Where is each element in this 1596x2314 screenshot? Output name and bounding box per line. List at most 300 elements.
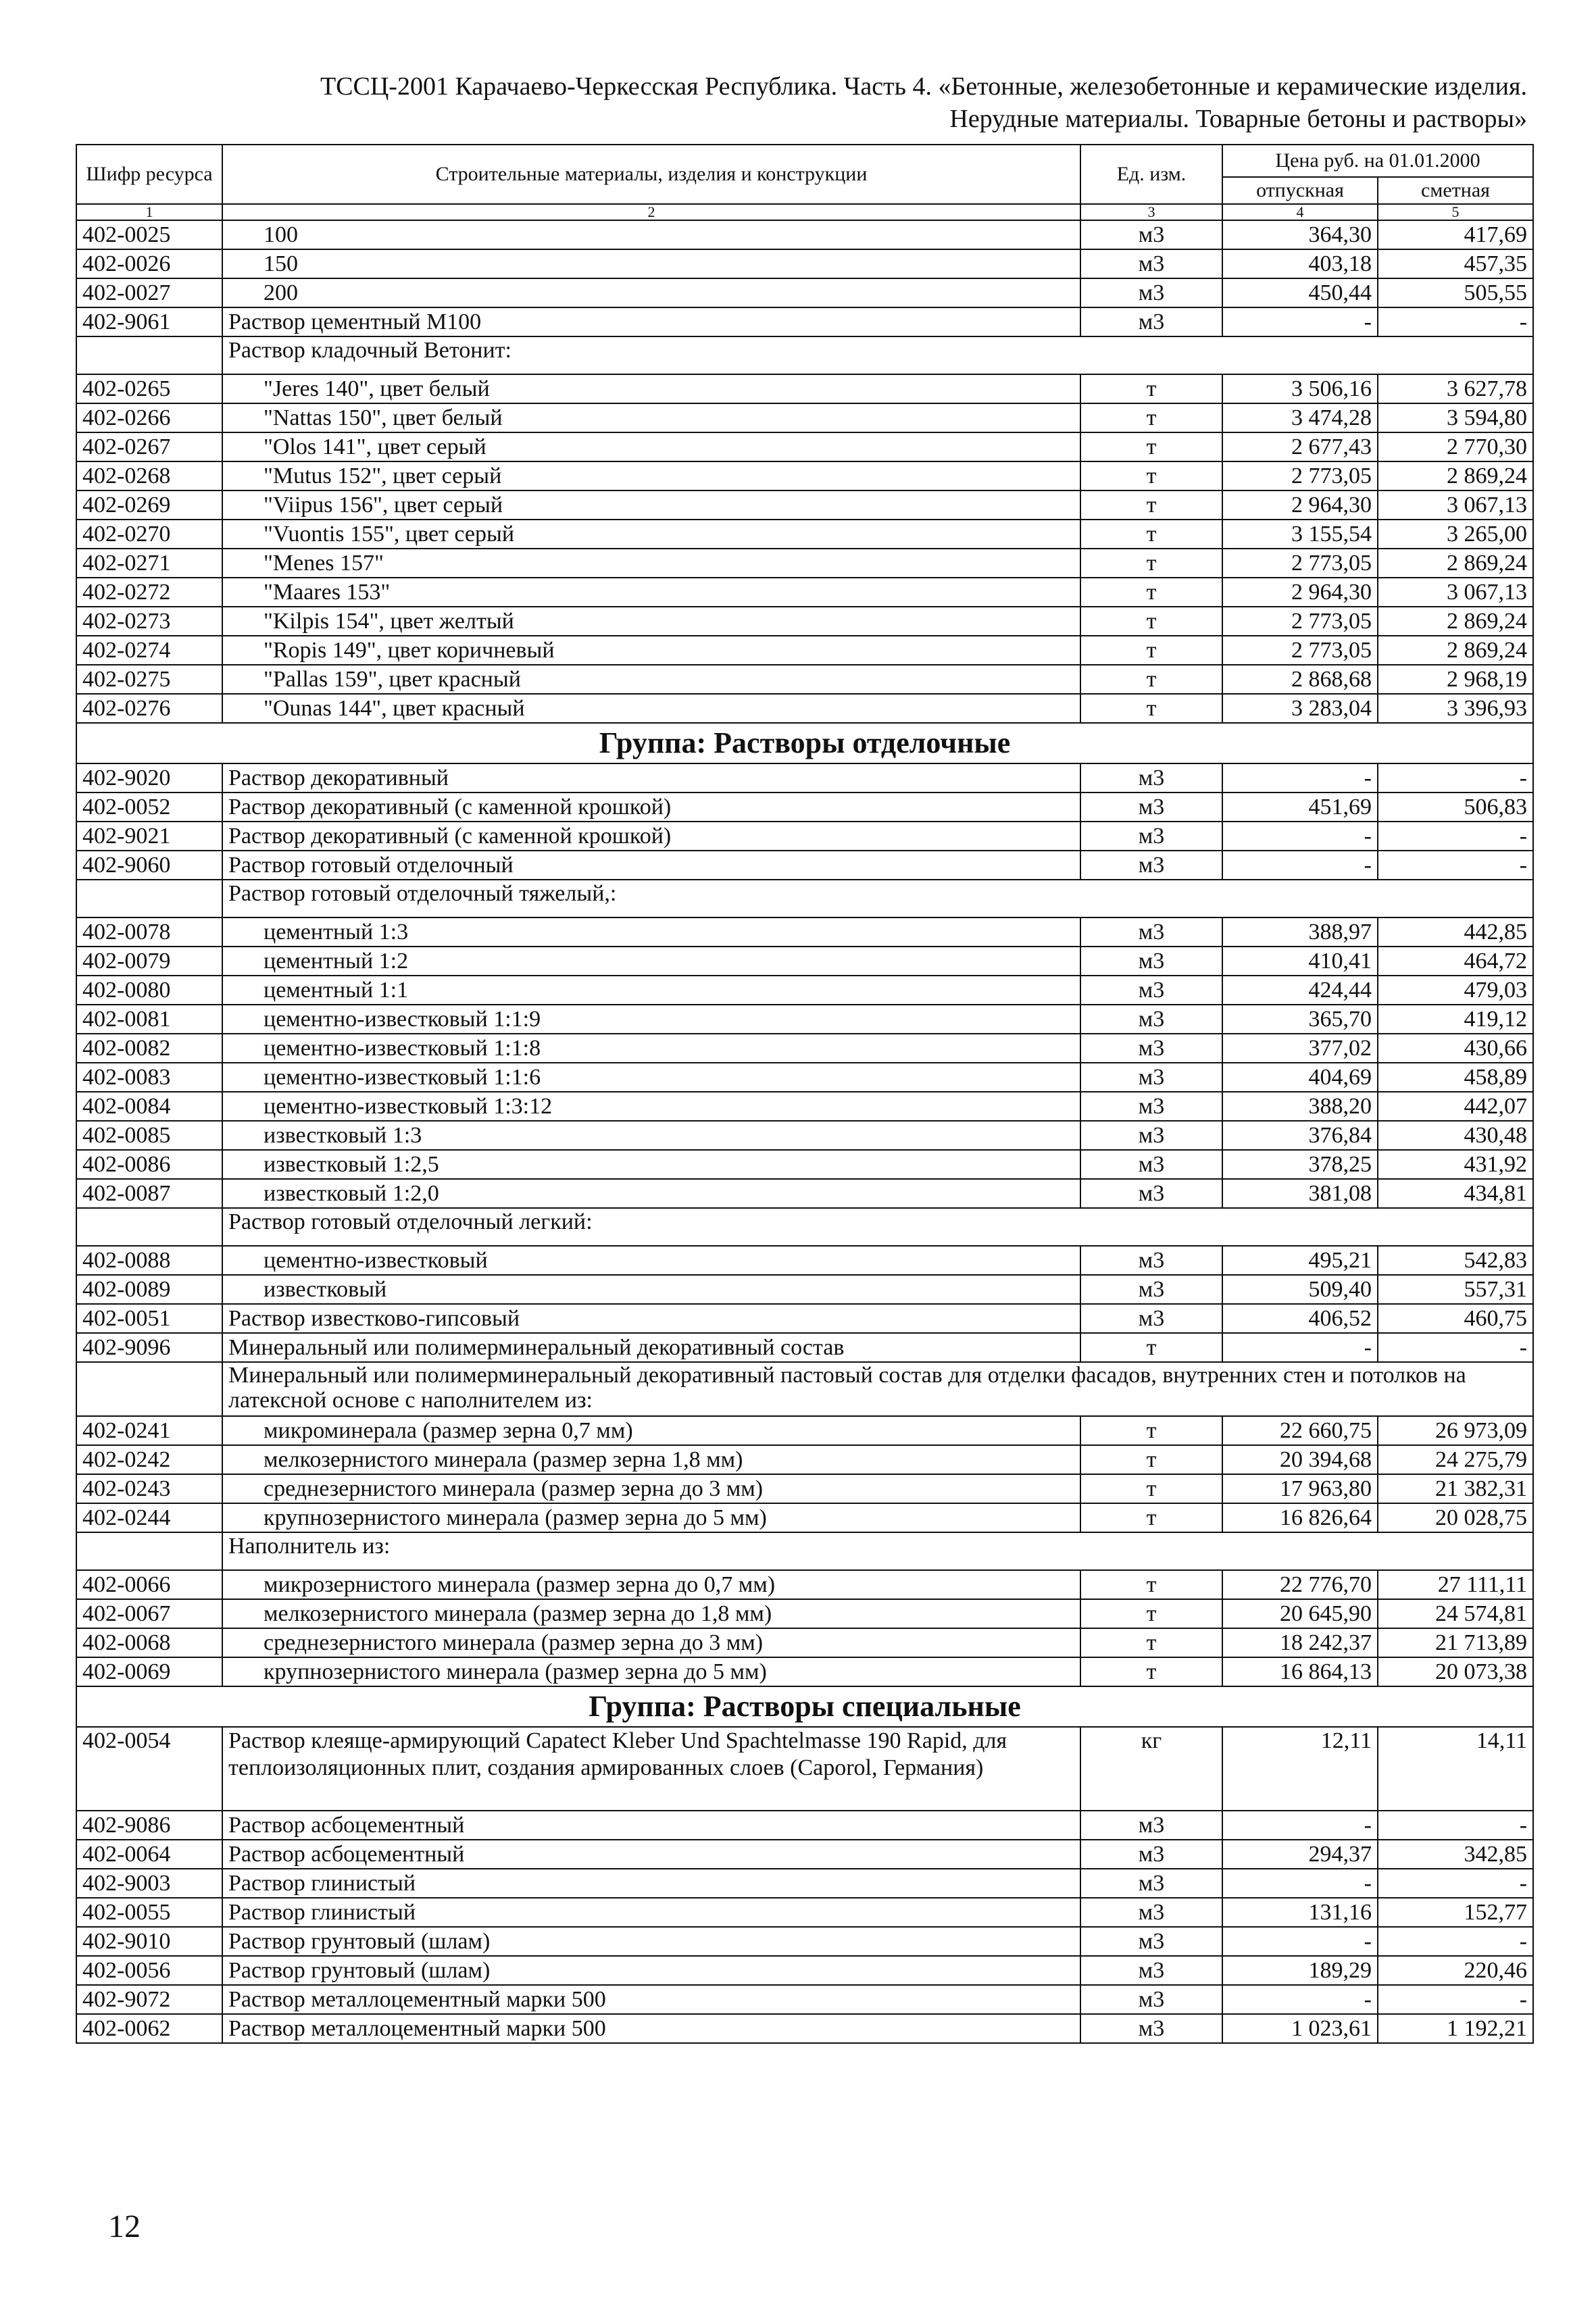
resource-code: 402-0055: [76, 1898, 222, 1927]
price-release: -: [1222, 1811, 1378, 1840]
unit-text: м3: [1138, 1276, 1165, 1302]
price-estimate: 342,85: [1378, 1840, 1533, 1869]
unit-text: м3: [1138, 1899, 1165, 1925]
material-name: цементно-известковый: [222, 1246, 1080, 1275]
unit-text: м3: [1138, 1957, 1165, 1983]
material-name: Раствор декоративный (с каменной крошкой): [222, 793, 1080, 822]
empty-code-cell: [76, 880, 222, 917]
resource-code: 402-0241: [76, 1416, 222, 1445]
col-header-name: Строительные материалы, изделия и конструкции: [222, 145, 1080, 204]
unit-text: м3: [1138, 1870, 1165, 1896]
resource-code: 402-0079: [76, 947, 222, 976]
table-row: [76, 1474, 1533, 1503]
price-estimate: 26 973,09: [1378, 1416, 1533, 1445]
unit-text: м3: [1138, 309, 1165, 334]
unit-cell: т: [1080, 694, 1222, 723]
table-row: [76, 1503, 1533, 1532]
unit-cell: т: [1080, 403, 1222, 432]
price-release: 2 773,05: [1222, 461, 1378, 491]
resource-code: 402-0275: [76, 665, 222, 694]
material-name: Раствор глинистый: [222, 1898, 1080, 1927]
unit-cell: [1080, 1246, 1222, 1275]
price-estimate: 458,89: [1378, 1063, 1533, 1092]
material-name: крупнозернистого минерала (размер зерна до 5 мм): [222, 1503, 1080, 1532]
table-row: [76, 636, 1533, 665]
subheading-row: [76, 336, 1533, 374]
table-row: [76, 851, 1533, 880]
price-table: [76, 144, 1534, 2044]
unit-text: м3: [1138, 1841, 1165, 1867]
col-header-price-release: отпускная: [1222, 177, 1378, 204]
table-row: [76, 374, 1533, 403]
resource-code: 402-0066: [76, 1570, 222, 1599]
table-row: [76, 694, 1533, 723]
price-release: -: [1222, 763, 1378, 793]
price-release: 3 155,54: [1222, 520, 1378, 549]
material-name: 100: [222, 220, 1080, 249]
price-release: 189,29: [1222, 1956, 1378, 1985]
price-release: -: [1222, 851, 1378, 880]
unit-cell: [1080, 1304, 1222, 1333]
table-row: [76, 1304, 1533, 1333]
resource-code: 402-0062: [76, 2014, 222, 2043]
material-name: известковый 1:2,5: [222, 1150, 1080, 1179]
resource-code: 402-9010: [76, 1927, 222, 1956]
table-row: [76, 1927, 1533, 1956]
price-estimate: 3 396,93: [1378, 694, 1533, 723]
subheading-row: [76, 1208, 1533, 1246]
price-estimate: 506,83: [1378, 793, 1533, 822]
col-header-price-group: Цена руб. на 01.01.2000: [1222, 145, 1533, 177]
price-release: 2 868,68: [1222, 665, 1378, 694]
material-name: Раствор металлоцементный марки 500: [222, 2014, 1080, 2043]
table-row: [76, 1275, 1533, 1304]
header-line-1: ТССЦ-2001 Карачаево-Черкесская Республика. Часть 4. «Бетонные, железобетонные и керамические изделия.: [320, 72, 1527, 101]
price-release: 388,20: [1222, 1092, 1378, 1121]
table-row: [76, 432, 1533, 461]
col-header-unit: Ед. изм.: [1080, 145, 1222, 204]
resource-code: 402-0064: [76, 1840, 222, 1869]
resource-code: 402-0276: [76, 694, 222, 723]
resource-code: 402-0243: [76, 1474, 222, 1503]
table-row: [76, 1570, 1533, 1599]
material-name: "Vuontis 155", цвет серый: [222, 520, 1080, 549]
col-number-2: 2: [222, 204, 1080, 220]
unit-cell: [1080, 1005, 1222, 1034]
price-estimate: 442,07: [1378, 1092, 1533, 1121]
resource-code: 402-0088: [76, 1246, 222, 1275]
unit-cell: [1080, 2014, 1222, 2043]
price-release: 18 242,37: [1222, 1628, 1378, 1657]
price-release: 131,16: [1222, 1898, 1378, 1927]
material-name: Раствор асбоцементный: [222, 1811, 1080, 1840]
unit-cell: [1080, 947, 1222, 976]
table-row: [76, 1246, 1533, 1275]
resource-code: 402-0081: [76, 1005, 222, 1034]
unit-cell: [1080, 1985, 1222, 2014]
unit-cell: т: [1080, 432, 1222, 461]
price-estimate: 434,81: [1378, 1179, 1533, 1208]
col-number-5: 5: [1378, 204, 1533, 220]
price-estimate: 431,92: [1378, 1150, 1533, 1179]
table-row: [76, 1898, 1533, 1927]
unit-cell: [1080, 822, 1222, 851]
unit-text: м3: [1138, 2015, 1165, 2041]
unit-cell: [1080, 1956, 1222, 1985]
unit-text: м3: [1138, 1093, 1165, 1119]
unit-cell: т: [1080, 549, 1222, 578]
resource-code: 402-0244: [76, 1503, 222, 1532]
table-row: [76, 1063, 1533, 1092]
price-release: 406,52: [1222, 1304, 1378, 1333]
material-name: мелкозернистого минерала (размер зерна 1,8 мм): [222, 1445, 1080, 1474]
price-release: 16 826,64: [1222, 1503, 1378, 1532]
subheading-text: Минеральный или полимерминеральный декоративный пастовый состав для отделки фасадов, внутренних стен и потолков на латексной основе с наполнителем из:: [222, 1362, 1533, 1416]
price-release: 20 394,68: [1222, 1445, 1378, 1474]
resource-code: 402-0269: [76, 491, 222, 520]
unit-cell: т: [1080, 578, 1222, 607]
price-estimate: -: [1378, 1811, 1533, 1840]
resource-code: 402-0270: [76, 520, 222, 549]
table-row: [76, 763, 1533, 793]
unit-cell: [1080, 1092, 1222, 1121]
price-release: 2 677,43: [1222, 432, 1378, 461]
unit-cell: [1080, 278, 1222, 307]
price-release: 410,41: [1222, 947, 1378, 976]
table-row: [76, 1985, 1533, 2014]
empty-code-cell: [76, 1208, 222, 1246]
table-row: [76, 1333, 1533, 1362]
table-row: [76, 403, 1533, 432]
unit-cell: т: [1080, 461, 1222, 491]
subheading-text: Раствор готовый отделочный тяжелый,:: [222, 880, 1533, 917]
empty-code-cell: [76, 1532, 222, 1570]
unit-cell: [1080, 1840, 1222, 1869]
table-row: [76, 1811, 1533, 1840]
table-row: [76, 461, 1533, 491]
price-estimate: 3 067,13: [1378, 491, 1533, 520]
resource-code: 402-0085: [76, 1121, 222, 1150]
subheading-row: [76, 880, 1533, 917]
price-release: 12,11: [1222, 1727, 1378, 1811]
table-row: [76, 1092, 1533, 1121]
resource-code: 402-0273: [76, 607, 222, 636]
material-name: цементный 1:3: [222, 917, 1080, 947]
unit-cell: т: [1080, 1445, 1222, 1474]
unit-text: м3: [1138, 251, 1165, 276]
table-row: [76, 1416, 1533, 1445]
table-row: [76, 1840, 1533, 1869]
price-estimate: 505,55: [1378, 278, 1533, 307]
price-release: 1 023,61: [1222, 2014, 1378, 2043]
table-row: [76, 1121, 1533, 1150]
table-row: [76, 520, 1533, 549]
material-name: "Kilpis 154", цвет желтый: [222, 607, 1080, 636]
resource-code: 402-0274: [76, 636, 222, 665]
unit-cell: т: [1080, 1416, 1222, 1445]
resource-code: 402-0052: [76, 793, 222, 822]
unit-cell: т: [1080, 665, 1222, 694]
price-release: 2 964,30: [1222, 578, 1378, 607]
price-release: 17 963,80: [1222, 1474, 1378, 1503]
subheading-text: Наполнитель из:: [222, 1532, 1533, 1570]
price-estimate: 442,85: [1378, 917, 1533, 947]
group-heading: Группа: Растворы специальные: [76, 1686, 1533, 1727]
price-estimate: -: [1378, 851, 1533, 880]
col-number-1: 1: [76, 204, 222, 220]
unit-cell: [1080, 1898, 1222, 1927]
unit-text: м3: [1138, 1151, 1165, 1177]
price-release: 424,44: [1222, 976, 1378, 1005]
material-name: Раствор асбоцементный: [222, 1840, 1080, 1869]
resource-code: 402-9020: [76, 763, 222, 793]
material-name: "Jeres 140", цвет белый: [222, 374, 1080, 403]
price-estimate: 2 869,24: [1378, 607, 1533, 636]
table-row: [76, 1869, 1533, 1898]
subheading-row: [76, 1532, 1533, 1570]
unit-text: м3: [1138, 852, 1165, 878]
material-name: известковый 1:2,0: [222, 1179, 1080, 1208]
price-release: 3 474,28: [1222, 403, 1378, 432]
unit-cell: [1080, 249, 1222, 278]
resource-code: 402-0089: [76, 1275, 222, 1304]
material-name: мелкозернистого минерала (размер зерна до 1,8 мм): [222, 1599, 1080, 1628]
price-estimate: -: [1378, 307, 1533, 336]
unit-cell: [1080, 1811, 1222, 1840]
price-release: 2 964,30: [1222, 491, 1378, 520]
material-name: "Ropis 149", цвет коричневый: [222, 636, 1080, 665]
material-name: Раствор известково-гипсовый: [222, 1304, 1080, 1333]
table-row: [76, 947, 1533, 976]
table-row: [76, 976, 1533, 1005]
unit-cell: [1080, 1869, 1222, 1898]
price-estimate: 20 028,75: [1378, 1503, 1533, 1532]
group-heading-row: [76, 1686, 1533, 1727]
price-release: 20 645,90: [1222, 1599, 1378, 1628]
table-row: [76, 249, 1533, 278]
material-name: "Maares 153": [222, 578, 1080, 607]
unit-cell: кг: [1080, 1727, 1222, 1811]
table-row: [76, 278, 1533, 307]
price-estimate: 3 067,13: [1378, 578, 1533, 607]
material-name: микроминерала (размер зерна 0,7 мм): [222, 1416, 1080, 1445]
price-estimate: -: [1378, 1927, 1533, 1956]
empty-code-cell: [76, 336, 222, 374]
material-name: цементно-известковый 1:1:9: [222, 1005, 1080, 1034]
resource-code: 402-0027: [76, 278, 222, 307]
unit-cell: [1080, 1179, 1222, 1208]
price-release: 3 506,16: [1222, 374, 1378, 403]
material-name: 150: [222, 249, 1080, 278]
unit-cell: т: [1080, 607, 1222, 636]
unit-cell: т: [1080, 1599, 1222, 1628]
price-estimate: 14,11: [1378, 1727, 1533, 1811]
material-name: "Pallas 159", цвет красный: [222, 665, 1080, 694]
price-release: 495,21: [1222, 1246, 1378, 1275]
table-row: [76, 607, 1533, 636]
price-estimate: 3 265,00: [1378, 520, 1533, 549]
empty-code-cell: [76, 1362, 222, 1416]
price-estimate: 3 627,78: [1378, 374, 1533, 403]
material-name: Раствор глинистый: [222, 1869, 1080, 1898]
resource-code: 402-0242: [76, 1445, 222, 1474]
unit-text: м3: [1138, 1812, 1165, 1838]
unit-cell: [1080, 1121, 1222, 1150]
price-release: 376,84: [1222, 1121, 1378, 1150]
price-release: 509,40: [1222, 1275, 1378, 1304]
price-estimate: -: [1378, 822, 1533, 851]
price-release: 451,69: [1222, 793, 1378, 822]
price-release: -: [1222, 1927, 1378, 1956]
unit-cell: [1080, 976, 1222, 1005]
table-row: [76, 822, 1533, 851]
resource-code: 402-0084: [76, 1092, 222, 1121]
unit-cell: [1080, 307, 1222, 336]
table-row: [76, 1956, 1533, 1985]
price-estimate: 419,12: [1378, 1005, 1533, 1034]
price-estimate: 20 073,38: [1378, 1657, 1533, 1686]
unit-cell: [1080, 763, 1222, 793]
page-number: 12: [108, 2209, 141, 2244]
material-name: "Mutus 152", цвет серый: [222, 461, 1080, 491]
price-estimate: 27 111,11: [1378, 1570, 1533, 1599]
table-row: [76, 220, 1533, 249]
resource-code: 402-0267: [76, 432, 222, 461]
price-table-body: [76, 220, 1533, 2043]
unit-cell: т: [1080, 1657, 1222, 1686]
resource-code: 402-9061: [76, 307, 222, 336]
resource-code: 402-0025: [76, 220, 222, 249]
unit-text: м3: [1138, 919, 1165, 945]
unit-text: м3: [1138, 280, 1165, 305]
unit-cell: [1080, 1927, 1222, 1956]
price-release: -: [1222, 822, 1378, 851]
resource-code: 402-0054: [76, 1727, 222, 1811]
price-release: -: [1222, 1869, 1378, 1898]
resource-code: 402-9021: [76, 822, 222, 851]
material-name: цементно-известковый 1:3:12: [222, 1092, 1080, 1121]
unit-cell: т: [1080, 1333, 1222, 1362]
unit-cell: [1080, 917, 1222, 947]
table-row: [76, 1005, 1533, 1034]
resource-code: 402-0067: [76, 1599, 222, 1628]
table-row: [76, 491, 1533, 520]
table-row: [76, 917, 1533, 947]
unit-cell: [1080, 220, 1222, 249]
resource-code: 402-0266: [76, 403, 222, 432]
resource-code: 402-9060: [76, 851, 222, 880]
price-estimate: -: [1378, 1985, 1533, 2014]
price-estimate: 464,72: [1378, 947, 1533, 976]
price-release: 403,18: [1222, 249, 1378, 278]
price-release: -: [1222, 307, 1378, 336]
table-row: [76, 1150, 1533, 1179]
material-name: Раствор грунтовый (шлам): [222, 1956, 1080, 1985]
unit-cell: т: [1080, 1474, 1222, 1503]
unit-cell: т: [1080, 1628, 1222, 1657]
material-name: "Viipus 156", цвет серый: [222, 491, 1080, 520]
material-name: Минеральный или полимерминеральный декоративный состав: [222, 1333, 1080, 1362]
price-release: 22 776,70: [1222, 1570, 1378, 1599]
price-release: 388,97: [1222, 917, 1378, 947]
unit-text: м3: [1138, 1305, 1165, 1331]
col-header-code: Шифр ресурса: [76, 145, 222, 204]
unit-text: м3: [1138, 765, 1165, 790]
price-estimate: 21 713,89: [1378, 1628, 1533, 1657]
price-estimate: -: [1378, 763, 1533, 793]
price-estimate: 1 192,21: [1378, 2014, 1533, 2043]
col-number-4: 4: [1222, 204, 1378, 220]
table-row: [76, 665, 1533, 694]
resource-code: 402-0068: [76, 1628, 222, 1657]
price-estimate: 417,69: [1378, 220, 1533, 249]
resource-code: 402-0272: [76, 578, 222, 607]
table-row: [76, 1727, 1533, 1811]
price-release: 364,30: [1222, 220, 1378, 249]
unit-text: м3: [1138, 1035, 1165, 1061]
table-row: [76, 307, 1533, 336]
price-release: 404,69: [1222, 1063, 1378, 1092]
unit-text: м3: [1138, 1180, 1165, 1206]
unit-cell: т: [1080, 1503, 1222, 1532]
price-estimate: 24 275,79: [1378, 1445, 1533, 1474]
material-name: цементный 1:2: [222, 947, 1080, 976]
unit-text: м3: [1138, 222, 1165, 247]
resource-code: 402-9003: [76, 1869, 222, 1898]
table-row: [76, 578, 1533, 607]
material-name: крупнозернистого минерала (размер зерна до 5 мм): [222, 1657, 1080, 1686]
material-name: Раствор металлоцементный марки 500: [222, 1985, 1080, 2014]
price-estimate: -: [1378, 1869, 1533, 1898]
price-release: 378,25: [1222, 1150, 1378, 1179]
resource-code: 402-0265: [76, 374, 222, 403]
unit-text: м3: [1138, 977, 1165, 1003]
material-name: Раствор декоративный: [222, 763, 1080, 793]
unit-cell: т: [1080, 374, 1222, 403]
material-name: цементный 1:1: [222, 976, 1080, 1005]
material-name: Раствор грунтовый (шлам): [222, 1927, 1080, 1956]
resource-code: 402-0082: [76, 1034, 222, 1063]
unit-cell: т: [1080, 1570, 1222, 1599]
price-release: 377,02: [1222, 1034, 1378, 1063]
price-estimate: 2 770,30: [1378, 432, 1533, 461]
resource-code: 402-0056: [76, 1956, 222, 1985]
resource-code: 402-0087: [76, 1179, 222, 1208]
price-estimate: 460,75: [1378, 1304, 1533, 1333]
price-estimate: 479,03: [1378, 976, 1533, 1005]
material-name: 200: [222, 278, 1080, 307]
unit-text: м3: [1138, 948, 1165, 974]
resource-code: 402-0069: [76, 1657, 222, 1686]
price-release: 450,44: [1222, 278, 1378, 307]
unit-text: м3: [1138, 1006, 1165, 1032]
unit-text: м3: [1138, 1122, 1165, 1148]
price-release: 2 773,05: [1222, 636, 1378, 665]
unit-cell: [1080, 1063, 1222, 1092]
price-release: 294,37: [1222, 1840, 1378, 1869]
material-name: Раствор готовый отделочный: [222, 851, 1080, 880]
table-row: [76, 1179, 1533, 1208]
group-heading: Группа: Растворы отделочные: [76, 723, 1533, 763]
material-name: цементно-известковый 1:1:8: [222, 1034, 1080, 1063]
material-name: "Olos 141", цвет серый: [222, 432, 1080, 461]
material-name: "Nattas 150", цвет белый: [222, 403, 1080, 432]
price-release: 381,08: [1222, 1179, 1378, 1208]
resource-code: 402-0051: [76, 1304, 222, 1333]
price-release: 16 864,13: [1222, 1657, 1378, 1686]
table-row: [76, 2014, 1533, 2043]
price-release: 2 773,05: [1222, 549, 1378, 578]
